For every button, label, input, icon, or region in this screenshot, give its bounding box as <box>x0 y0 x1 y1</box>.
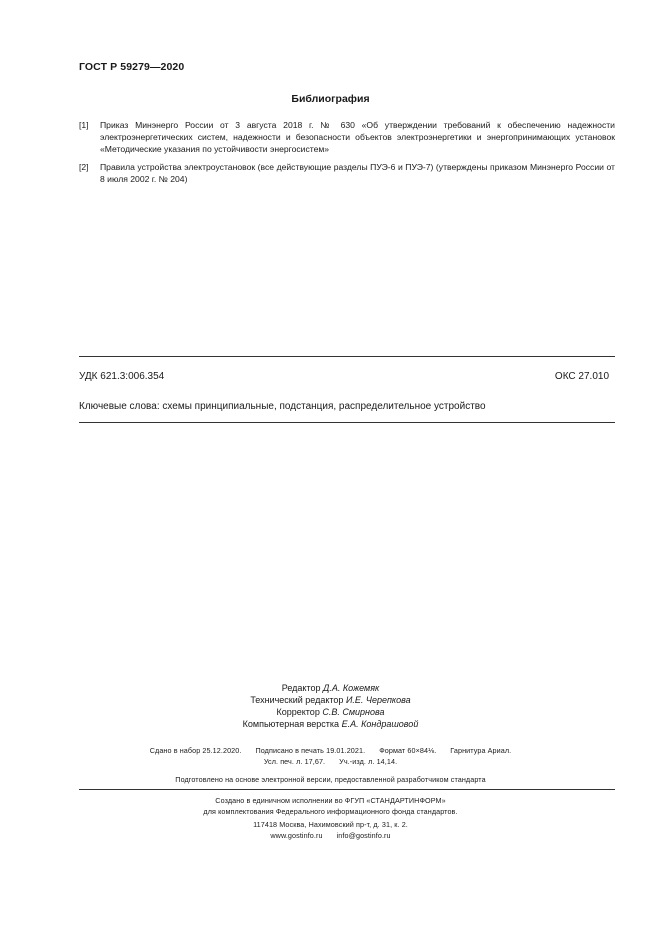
credit-person: И.Е. Черепкова <box>345 695 411 705</box>
udc-code: УДК 621.3:006.354 <box>79 371 165 382</box>
bibliography-item-text: Правила устройства электроустановок (все действующие разделы ПУЭ-6 и ПУЭ-7) (утверждены приказом Минэнерго России от 8 июля 2002 г. № 204) <box>100 162 615 184</box>
imprint-dates <box>0 745 661 756</box>
keywords: Ключевые слова: схемы принципиальные, подстанция, распределительное устройство <box>79 401 486 412</box>
publisher-address: 117418 Москва, Нахимовский пр-т, д. 31, к. 2. <box>253 820 408 829</box>
credit-editor <box>0 682 661 694</box>
credit-technical-editor <box>0 694 661 706</box>
credit-person: Е.А. Кондрашовой <box>341 719 419 729</box>
divider-imprint <box>79 789 615 790</box>
bibliography-item-number: [2] <box>79 162 89 172</box>
divider-keywords <box>79 422 615 423</box>
imprint-print-sheets: Усл. печ. л. 17,67. <box>263 757 326 766</box>
imprint-prepared: Подготовлено на основе электронной версии, предоставленной разработчиком стандарта <box>175 775 486 784</box>
imprint-signed: Подписано в печать 19.01.2021. <box>255 746 366 755</box>
credit-role: Технический редактор <box>250 695 344 705</box>
imprint-submitted: Сдано в набор 25.12.2020. <box>149 746 242 755</box>
publisher-contacts <box>0 830 661 841</box>
credit-person: Д.А. Кожемяк <box>322 683 380 693</box>
imprint-typeface: Гарнитура Ариал. <box>450 746 512 755</box>
credit-role: Редактор <box>281 683 321 693</box>
bibliography-item-number: [1] <box>79 120 89 130</box>
oks-code: ОКС 27.010 <box>554 371 609 382</box>
bibliography-title: Библиография <box>291 93 370 105</box>
credit-proofreader <box>0 706 661 718</box>
credit-role: Корректор <box>276 707 320 717</box>
credit-person: С.В. Смирнова <box>322 707 385 717</box>
credit-layout <box>0 718 661 730</box>
document-code: ГОСТ Р 59279—2020 <box>79 61 185 73</box>
imprint-publisher-sheets: Уч.-изд. л. 14,14. <box>339 757 398 766</box>
imprint-format: Формат 60×84⅛. <box>379 746 437 755</box>
bibliography-item-text: Приказ Минэнерго России от 3 августа 2018 г. № 630 «Об утверждении требований к обеспечению надежности электроэнергетических систем, надежности и безопасности объектов электроэнергетики и энергопринимающих установок «Методические указания по устойчивости энергосистем» <box>100 120 615 154</box>
publisher-line-2: для комплектования Федерального информационного фонда стандартов. <box>203 807 458 816</box>
publisher-email: info@gostinfo.ru <box>336 831 391 840</box>
divider-top <box>79 356 615 357</box>
credit-role: Компьютерная верстка <box>242 719 340 729</box>
imprint-sheets <box>0 756 661 767</box>
publisher-website: www.gostinfo.ru <box>270 831 323 840</box>
publisher-line-1: Создано в единичном исполнении во ФГУП «СТАНДАРТИНФОРМ» <box>215 796 446 805</box>
